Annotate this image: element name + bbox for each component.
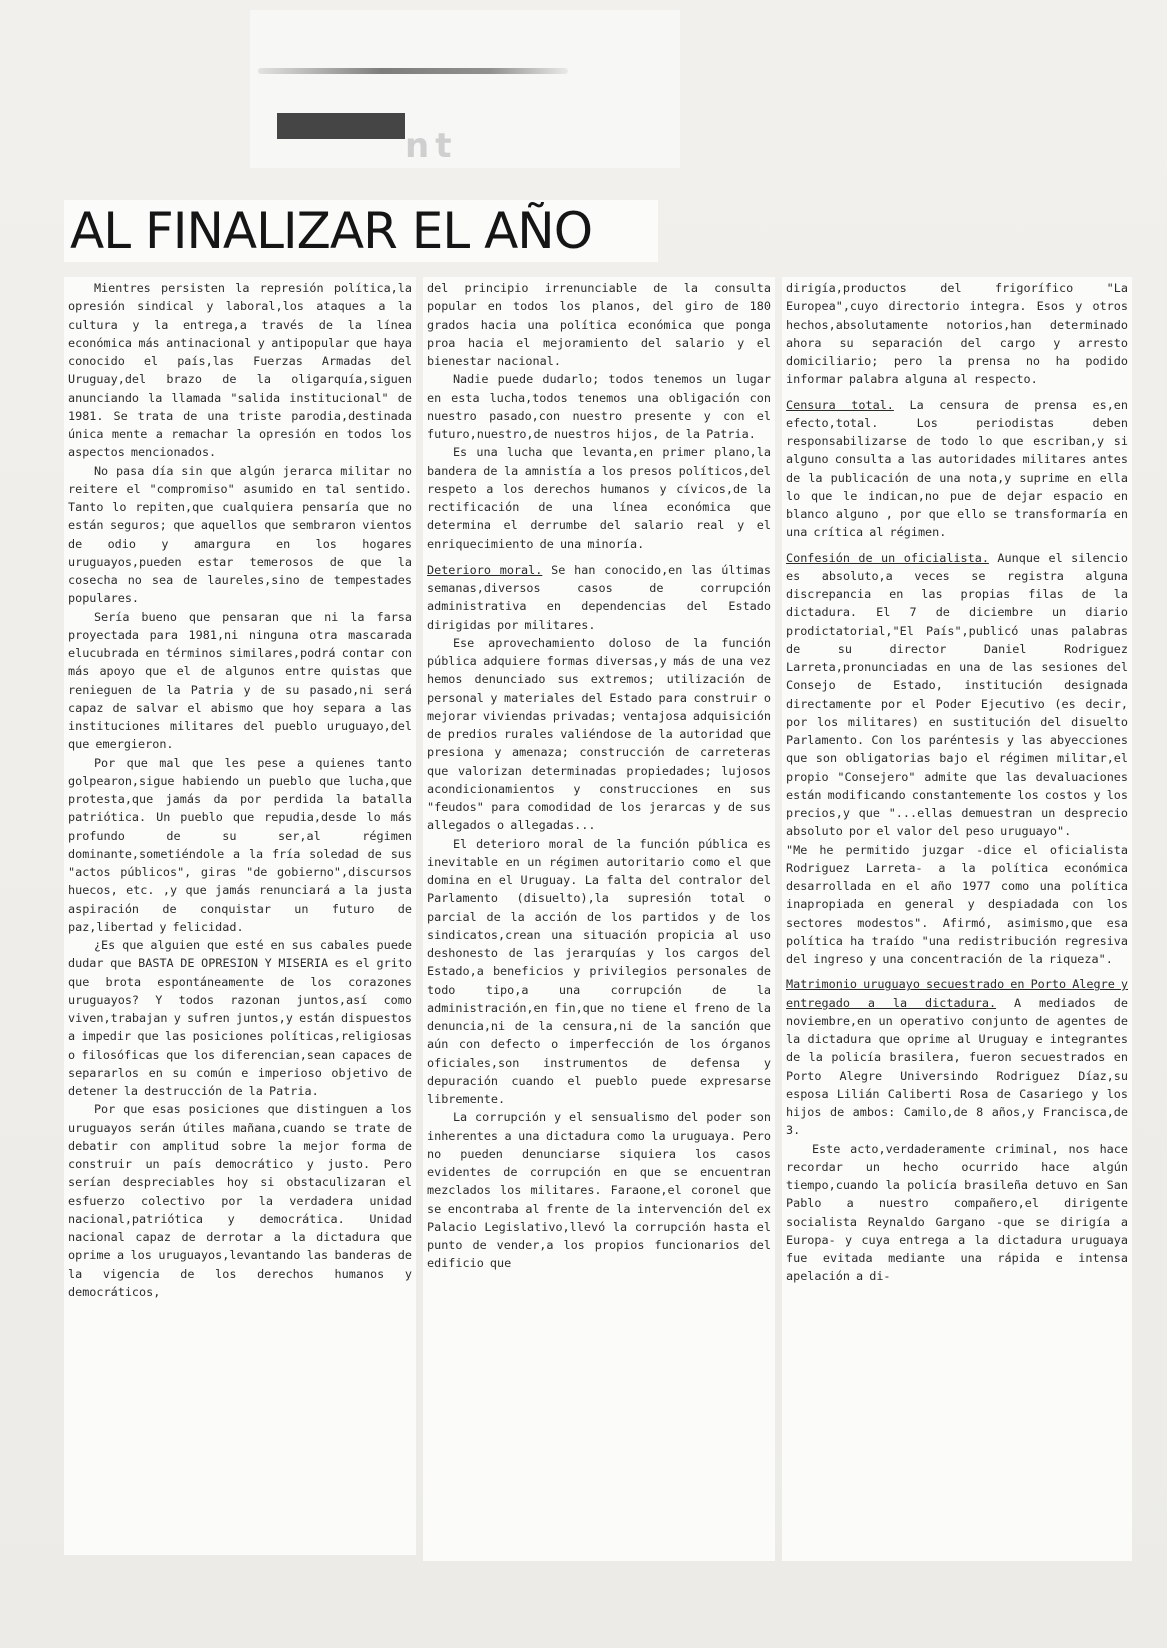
paragraph-text: Es una lucha que levanta,en primer plano,la bandera de la amnistía a los presos políticos,del respeto a los derechos humanos y cívicos,de la rectificación de una línea económica que determina el derrumbe del salario real y el enriquecimiento de una minoría.	[427, 445, 771, 551]
column-1-text	[68, 279, 412, 1301]
article-paragraph	[427, 443, 771, 553]
section-heading: Deterioro moral.	[427, 562, 543, 577]
article-paragraph	[68, 462, 412, 608]
paragraph-text: dirigía,productos del frigorífico "La Europea",cuyo directorio integra. Esos y otros hechos,absolutamente notorios,han determinado ahora su separación del cargo y arresto domiciliario; pero la prensa no ha podido informar palabra alguna al respecto.	[786, 281, 1128, 387]
column-2-text	[427, 279, 771, 1273]
article-paragraph	[427, 835, 771, 1109]
masthead-remnant: nt	[405, 128, 458, 164]
article-paragraph	[427, 634, 771, 835]
scan-mark	[258, 68, 568, 74]
article-paragraph	[786, 975, 1128, 1139]
article-paragraph	[427, 561, 771, 634]
article-paragraph	[68, 936, 412, 1100]
headline: AL FINALIZAR EL AÑO	[70, 202, 593, 260]
column-3-text	[786, 279, 1128, 1286]
paragraph-text: Se han conocido,en las últimas semanas,diversos casos de corrupción administrativa en dependencias del Estado dirigidas por militares.	[427, 562, 771, 632]
article-paragraph	[786, 279, 1128, 389]
article-paragraph	[786, 549, 1128, 841]
article-paragraph	[786, 1140, 1128, 1286]
article-paragraph	[68, 279, 412, 462]
article-paragraph	[427, 370, 771, 443]
paragraph-text: Sería bueno que pensaran que ni la farsa proyectada para 1981,ni ninguna otra mascarada elucubrada en términos similares,podrá contar con más apoyo que el de algunos entre quistas que renieguen de la Patria y de su pasado,ni será capaz de salvar el abismo que hoy separa a las instituciones militares del pueblo uruguayo,del que emergieron.	[68, 609, 412, 752]
article-paragraph	[786, 396, 1128, 542]
paragraph-text: Nadie puede dudarlo; todos tenemos un lugar en esta lucha,todos tenemos una obligación con nuestro pasado,con nuestro presente y con el futuro,nuestro,de nuestros hijos, de la Patria.	[427, 372, 771, 441]
article-paragraph	[68, 1100, 412, 1301]
section-heading: Matrimonio uruguayo secuestrado en Porto Alegre y entregado a la dictadura.	[786, 977, 1129, 1010]
paragraph-text: ¿Es que alguien que esté en sus cabales puede dudar que BASTA DE OPRESION Y MISERIA es el grito que brota espontáneamente de los corazones uruguayos? Y todos razonan juntos,así como viven,trabajan y sufren juntos,y están dispuestos a impedir que las posiciones políticas,religiosas o filosóficas que los diferencian,sean capaces de separarlos en su común e imperioso objetivo de detener la destrucción de la Patria.	[68, 938, 412, 1098]
paragraph-text: Aunque el silencio es absoluto,a veces se registra alguna discrepancia en las propias filas de la dictadura. El 7 de diciembre un diario prodictatorial,"El País",publicó unas palabras de su director Daniel Rodriguez Larreta,pronunciadas en una de las sesiones del Consejo de Estado, institución designada directamente por el Poder Ejecutivo (es decir, por los militares) en sustitución del disuelto Parlamento. Con los paréntesis y las abyecciones que son obligatorias bajo el régimen militar,el propio "Consejero" admite que las devaluaciones están modificando constantemente los costos y los precios,y que "...ellas demuestran un desprecio absoluto por el valor del peso uruguayo".	[786, 550, 1129, 839]
paragraph-text: "Me he permitido juzgar -dice el oficialista Rodriguez Larreta- a la política económica desarrollada en el año 1977 como una política inapropiada en general y despiadada con los sectores modestos". Afirmó, asimismo,que esa política ha traído "una redistribución regresiva del ingreso y una concentración de la riqueza".	[786, 842, 1128, 966]
article-paragraph	[786, 841, 1128, 969]
paragraph-text: El deterioro moral de la función pública es inevitable en un régimen autoritario como el que domina en el Uruguay. La falta del contralor del Parlamento (disuelto),la supresión total o parcial de la acción de los partidos y de los sindicatos,crean una situación propicia al uso deshonesto de las jerarquías y los cargos del Estado,a beneficios y privilegios personales de todo tipo,a una corrupción de la administración,en fin,que no tiene el freno de la denuncia,ni de la censura,ni de la sanción que aún con defecto o imperfección de los órganos oficiales,son instrumentos de defensa y depuración cuando el pueblo puede expresarse libremente.	[427, 836, 771, 1106]
section-heading: Censura total.	[786, 397, 894, 412]
paragraph-text: No pasa día sin que algún jerarca militar no reitere el "compromiso" asumido en tal sentido. Tanto lo repiten,que cualquiera pensaría que no están seguros; que aquellos que sembraron vientos de odio y amargura en los hogares uruguayos,pueden estar temerosos de que la cosecha no sea de laureles,sino de tempestades populares.	[68, 463, 412, 606]
column-1	[64, 277, 416, 1555]
article-paragraph	[68, 754, 412, 937]
article-paragraph	[427, 279, 771, 370]
paragraph-text: Por que mal que les pese a quienes tanto golpearon,sigue habiendo un pueblo que lucha,que protesta,que jamás da por perdida la batalla patriótica. Un pueblo que repudia,desde lo más profundo de su ser,al régimen dominante,sometiéndole a la fría soledad de sus "actos públicos", giras "de gobierno",discursos huecos, etc. ,y que jamás renunciará a la justa aspiración de conquistar un futuro de paz,libertad y felicidad.	[68, 755, 412, 934]
column-3	[782, 277, 1132, 1561]
paragraph-text: La censura de prensa es,en efecto,total. Los periodistas deben responsabilizarse de todo lo que escriban,y si alguno consulta a las autoridades militares antes de la publicación de una nota,y suprime en ella lo que le indican,no pue de dejar espacio en blanco alguno , por que ello se transformaría en una crítica al régimen.	[786, 397, 1129, 540]
paragraph-text: A mediados de noviembre,en un operativo conjunto de agentes de la dictadura que oprime al Uruguay e integrantes de la policía brasilera, fueron secuestrados en Porto Alegre Universindo Rodriguez Díaz,su esposa Lilián Caliberti Rosa de Casariego y los hijos de ambos: Camilo,de 8 años,y Francisca,de 3.	[786, 995, 1128, 1138]
paragraph-text: Mientres persisten la represión política,la opresión sindical y laboral,los ataques a la cultura y la entrega,a través de la línea económica más antinacional y antipopular que haya conocido el país,las Fuerzas Armadas del Uruguay,del brazo de la oligarquía,siguen anunciando la llamada "salida institucional" de 1981. Se trata de una triste parodia,destinada única mente a remachar la opresión en todos los aspectos mencionados.	[68, 281, 412, 460]
paragraph-text: La corrupción y el sensualismo del poder son inherentes a una dictadura como la uruguaya. Pero no pueden denunciarse siquiera los casos evidentes de corrupción en que se encuentran mezclados los militares. Faraone,el coronel que se encontraba al frente de la intervención del ex Palacio Legislativo,llevó la corrupción hasta el punto de vender,a los propios funcionarios del edificio que	[427, 1110, 771, 1271]
paragraph-text: Ese aprovechamiento doloso de la función pública adquiere formas diversas,y más de una vez hemos denunciado sus extremos; utilización de personal y materiales del Estado para construir o mejorar viviendas privadas; ventajosa adquisición de predios rurales valiéndose de la autoridad que presiona y amenaza; construcción de carreteras que valorizan determinadas propiedades; lujosos acondicionamientos y construcciones en sus "feudos" para comodidad de los jerarcas y de sus allegados o allegadas...	[427, 635, 772, 833]
article-paragraph	[427, 1108, 771, 1272]
paragraph-text: del principio irrenunciable de la consulta popular en todos los planos, del giro de 180 grados hacia una política económica que ponga proa hacia el mejoramiento del salario y el bienestar nacional.	[427, 281, 771, 368]
paragraph-text: Por que esas posiciones que distinguen a los uruguayos serán útiles mañana,cuando se trate de debatir con amplitud sobre la mejor forma de construir un país democrático y justo. Pero serían despreciables hoy si obstaculizaran el esfuerzo colectivo por la verdadera unidad nacional,patriótica y democrática. Unidad nacional capaz de derrotar a la dictadura que oprime a los uruguayos,levantando las banderas de la vigencia de los derechos humanos y democráticos,	[68, 1102, 412, 1299]
section-heading: Confesión de un oficialista.	[786, 550, 989, 565]
paragraph-text: Este acto,verdaderamente criminal, nos hace recordar un hecho ocurrido hace algún tiempo,cuando la policía brasileña detuvo en San Pablo a nuestro compañero,el dirigente socialista Reynaldo Gargano -que se dirigía a Europa- y cuya entrega a la dictadura uruguaya fue evitada mediante una rápida e intensa apelación a di-	[786, 1141, 1128, 1284]
article-paragraph	[68, 608, 412, 754]
column-2	[423, 277, 775, 1561]
redaction-bar	[277, 113, 405, 139]
